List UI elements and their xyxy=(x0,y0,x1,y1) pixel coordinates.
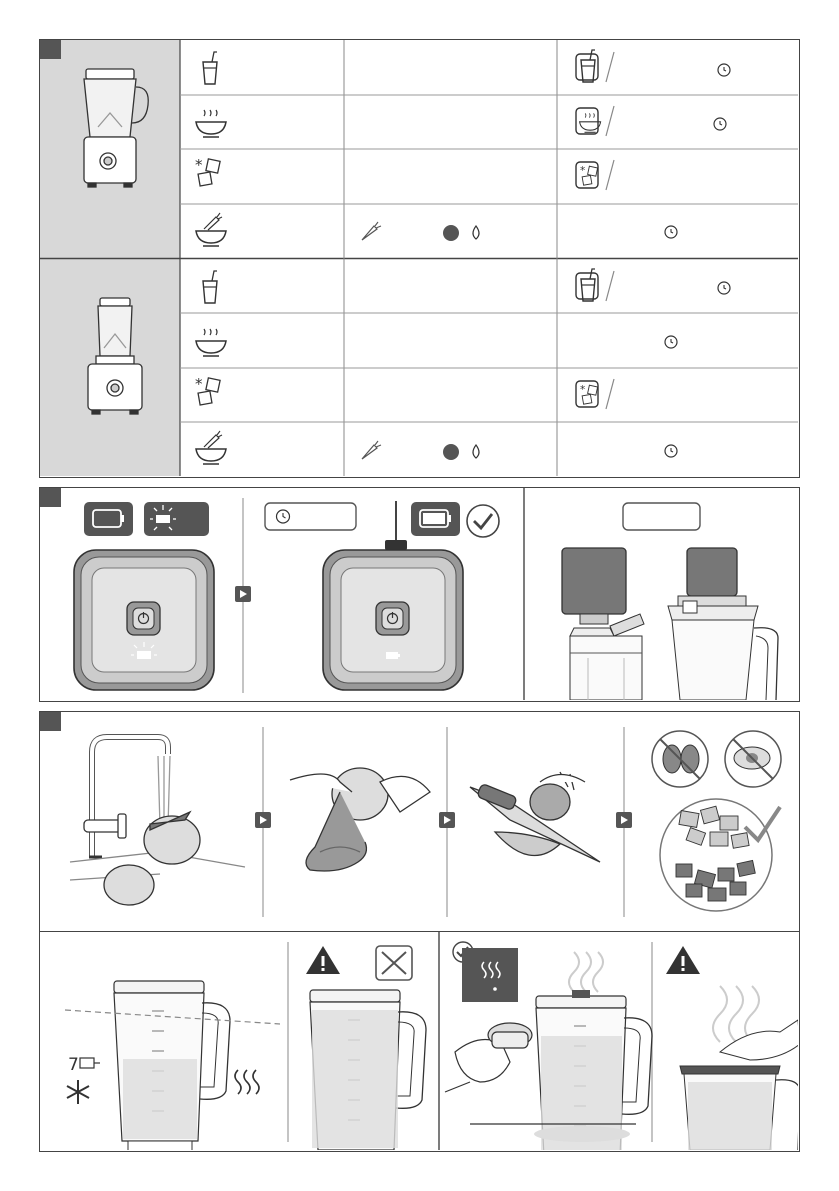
smoothie-program-icon xyxy=(581,269,595,301)
peel-produce-illustration xyxy=(290,768,430,871)
timer-icon xyxy=(665,336,677,348)
no-pits-icon xyxy=(652,731,708,787)
carrot-icon xyxy=(362,222,381,240)
steam-icon xyxy=(569,952,603,992)
timer-icon xyxy=(265,503,356,530)
program-table xyxy=(39,39,800,478)
wash-produce-illustration xyxy=(70,737,245,905)
heat-waves-icon xyxy=(235,1070,259,1094)
water-drop-icon xyxy=(473,226,479,239)
section-number-marker xyxy=(40,488,61,507)
water-drop-icon xyxy=(473,445,479,458)
snowflake-icon xyxy=(67,1080,89,1104)
blender-jug-max-fill xyxy=(114,981,230,1150)
timer-icon xyxy=(665,226,677,238)
carrot-bowl-icon xyxy=(196,431,226,464)
smoothie-glass-icon xyxy=(203,52,217,84)
ice-cubes-icon xyxy=(195,375,220,405)
cross-icon xyxy=(376,946,412,980)
battery-full-icon xyxy=(411,502,460,536)
blender-jug-with-lid xyxy=(668,548,778,700)
blender-jug-hot-fill xyxy=(536,990,652,1150)
charging-graphic xyxy=(40,488,798,700)
filling-graphic xyxy=(40,932,798,1150)
blender-base-blinking xyxy=(74,550,214,690)
portable-bottle-with-lid xyxy=(562,548,644,700)
preparation-section xyxy=(39,711,800,932)
timer-icon xyxy=(718,64,730,76)
hot-blender-lid-removal xyxy=(680,1020,798,1150)
measuring-cap-in-hand xyxy=(445,1023,532,1092)
filling-section xyxy=(39,931,800,1152)
filled-circle-icon xyxy=(443,444,459,460)
smoothie-program-icon xyxy=(581,50,595,82)
cubed-produce-illustration xyxy=(660,799,780,911)
filled-circle-icon xyxy=(443,225,459,241)
smoothie-glass-icon xyxy=(203,271,217,303)
timer-icon xyxy=(714,118,726,130)
preparation-graphic xyxy=(40,712,798,930)
timer-icon xyxy=(665,445,677,457)
warning-icon xyxy=(666,946,700,974)
charging-section xyxy=(39,487,800,702)
freeze-days: 7 xyxy=(68,1055,79,1075)
warning-icon xyxy=(306,946,340,974)
blinking-light-icon xyxy=(144,502,209,536)
no-seeds-icon xyxy=(725,731,781,787)
section-number-marker xyxy=(40,712,61,731)
carrot-bowl-icon xyxy=(196,213,226,246)
battery-empty-icon xyxy=(84,502,133,536)
checkmark-icon xyxy=(467,505,499,537)
blender-base-charged xyxy=(323,550,463,690)
program-table-graphic xyxy=(40,40,798,476)
ice-cubes-icon xyxy=(195,156,220,186)
blender-jug-overfilled xyxy=(310,990,426,1150)
timer-icon xyxy=(718,282,730,294)
hot-program-indicator xyxy=(462,948,518,1002)
section-number-marker xyxy=(40,40,61,59)
cut-produce-illustration xyxy=(470,772,600,862)
carrot-icon xyxy=(362,441,381,459)
hot-soup-bowl-icon xyxy=(196,110,226,137)
hot-soup-bowl-icon xyxy=(196,329,226,356)
